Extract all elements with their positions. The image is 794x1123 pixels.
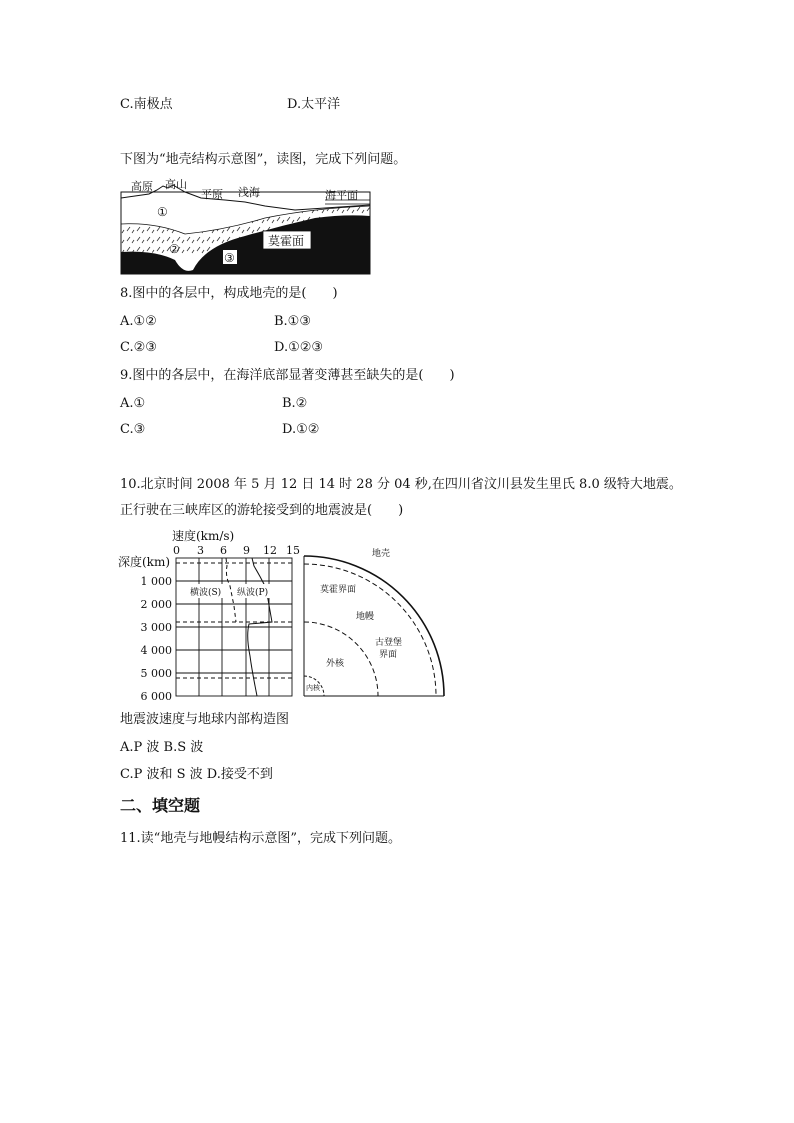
depth-tick-6000: 6 000 <box>140 690 172 703</box>
q8-option-d: D.①②③ <box>274 340 324 355</box>
crust-structure-figure <box>115 174 375 278</box>
inner-core-label: 内核 <box>306 684 320 692</box>
chart-grid <box>176 558 292 696</box>
moho-boundary-label: 莫霍界面 <box>320 585 357 595</box>
depth-axis-label: 深度(km) <box>118 555 171 569</box>
depth-tick-5000: 5 000 <box>140 667 172 680</box>
q10-options-row1: A.P 波 B.S 波 <box>120 740 204 755</box>
p-wave-label: 纵波(P) <box>237 588 269 598</box>
layer-1-label: ① <box>157 205 168 219</box>
seismic-wave-figure <box>114 526 449 706</box>
q10-stem-line2: 正行驶在三峡库区的游轮接受到的地震波是( ) <box>120 503 404 518</box>
gutenberg-label-2: 界面 <box>379 650 398 660</box>
section-heading: 二、填空题 <box>120 796 201 815</box>
outer-core-label: 外核 <box>326 659 345 669</box>
option-d: D.太平洋 <box>287 97 341 112</box>
option-c: C.南极点 <box>120 97 173 112</box>
speed-tick-3: 3 <box>197 544 204 557</box>
speed-axis-label: 速度(km/s) <box>172 529 235 543</box>
q8-option-c: C.②③ <box>120 340 157 355</box>
boundary-lines <box>176 563 294 678</box>
depth-tick-2000: 2 000 <box>140 598 172 611</box>
speed-tick-0: 0 <box>173 544 180 557</box>
layer-2-label: ② <box>169 242 180 256</box>
mantle-label: 地幔 <box>356 612 375 622</box>
q8-stem: 8.图中的各层中，构成地壳的是( ) <box>120 286 338 301</box>
label-shallow-sea: 浅海 <box>238 186 260 199</box>
layer-3-label: ③ <box>224 251 235 265</box>
q9-option-c: C.③ <box>120 422 146 437</box>
s-wave-curve <box>226 558 236 622</box>
depth-ticks <box>141 575 173 703</box>
earth-quadrant <box>304 556 444 696</box>
label-moho: 莫霍面 <box>268 234 305 248</box>
q10-stem-line1: 10.北京时间 2008 年 5 月 12 日 14 时 28 分 04 秒,在四川省汶川县发生里氏 8.0 级特大地震。 <box>120 477 682 492</box>
q8-option-a: A.①② <box>120 314 157 329</box>
label-sea-level: 海平面 <box>325 189 358 202</box>
speed-tick-15: 15 <box>286 544 300 557</box>
speed-tick-6: 6 <box>220 544 227 557</box>
depth-tick-3000: 3 000 <box>140 621 172 634</box>
label-mountain: 高山 <box>165 178 187 191</box>
q9-stem: 9.图中的各层中，在海洋底部显著变薄甚至缺失的是( ) <box>120 368 455 383</box>
q9-option-a: A.① <box>120 396 146 411</box>
q9-option-b: B.② <box>282 396 308 411</box>
speed-tick-9: 9 <box>243 544 250 557</box>
intro-text: 下图为“地壳结构示意图”，读图，完成下列问题。 <box>120 152 407 167</box>
label-plain: 平原 <box>201 188 223 201</box>
speed-tick-12: 12 <box>263 544 277 557</box>
s-wave-label: 横波(S) <box>190 588 222 598</box>
gutenberg-label-1: 古登堡 <box>375 638 403 648</box>
depth-tick-4000: 4 000 <box>140 644 172 657</box>
speed-ticks <box>173 544 300 557</box>
figure-caption: 地震波速度与地球内部构造图 <box>120 712 290 727</box>
label-plateau: 高原 <box>131 180 153 193</box>
q11-stem: 11.读“地壳与地幔结构示意图”，完成下列问题。 <box>120 831 401 846</box>
depth-tick-1000: 1 000 <box>140 575 172 588</box>
q10-options-row2: C.P 波和 S 波 D.接受不到 <box>120 767 273 782</box>
crust-label: 地壳 <box>372 549 391 559</box>
q9-option-d: D.①② <box>282 422 320 437</box>
q8-option-b: B.①③ <box>274 314 311 329</box>
